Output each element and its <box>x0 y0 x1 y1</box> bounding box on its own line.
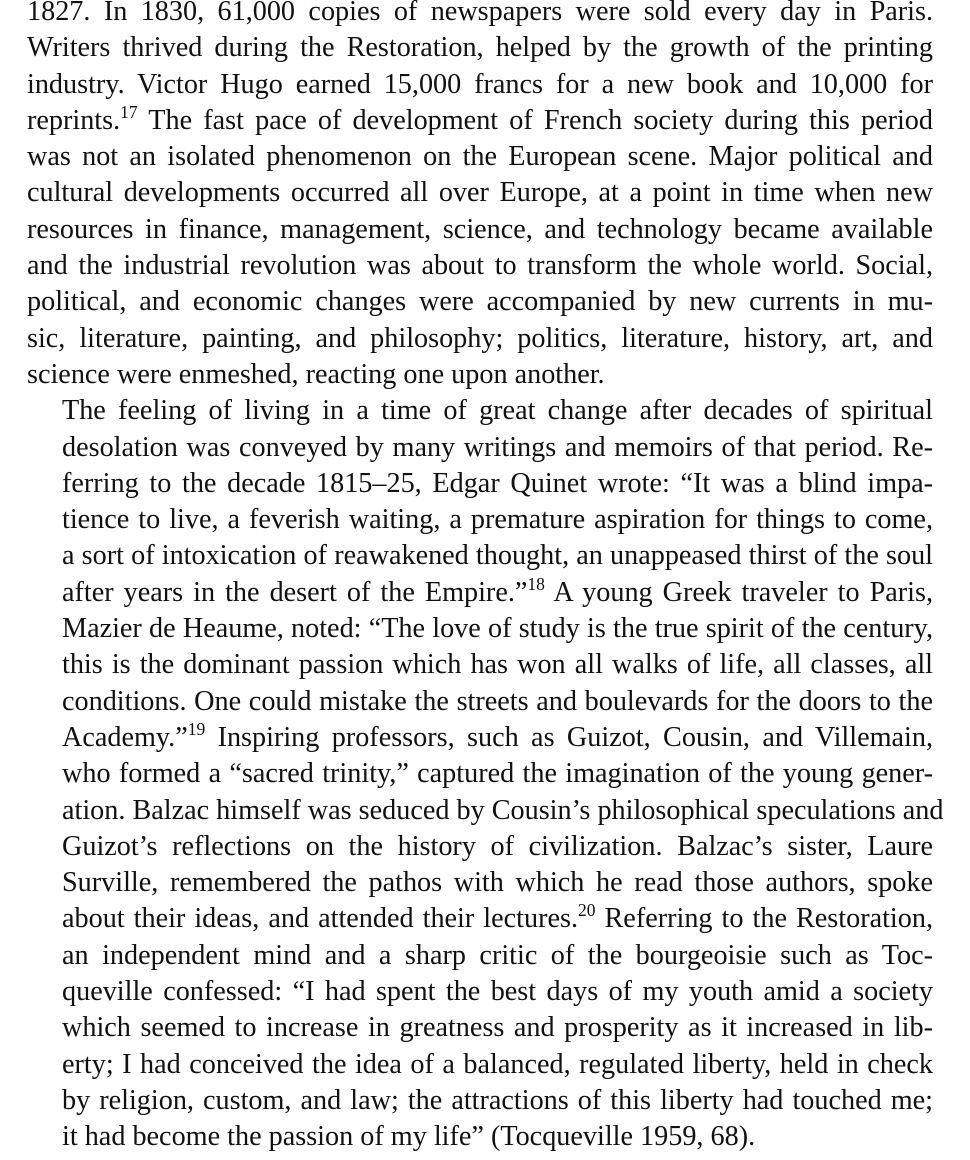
text-line <box>27 103 933 139</box>
text-segment: resources in finance, management, science, and technology became available <box>27 213 933 245</box>
text-segment: which seemed to increase in greatness and prosperity as it increased in lib- <box>62 1012 933 1044</box>
text-segment: who formed a “sacred trinity,” captured the imagination of the young gener- <box>62 758 933 790</box>
text-line <box>27 139 933 175</box>
text-segment: science were enmeshed, reacting one upon another. <box>27 358 605 390</box>
text-segment: Referring to the Restoration, <box>595 903 933 935</box>
text-line <box>27 1010 933 1046</box>
text-segment: Surville, remembered the pathos with which he read those authors, spoke <box>62 867 933 899</box>
text-segment: an independent mind and a sharp critic of the bourgeoisie such as Toc- <box>62 939 933 971</box>
text-segment: by religion, custom, and law; the attractions of this liberty had touched me; <box>62 1084 933 1116</box>
text-line <box>27 756 933 792</box>
text-segment: after years in the desert of the Empire.” <box>62 576 528 608</box>
text-line <box>27 538 933 574</box>
text-line <box>27 321 933 357</box>
text-line <box>27 393 933 429</box>
text-line <box>27 720 933 756</box>
text-line <box>27 575 933 611</box>
text-segment: it had become the passion of my life” (Tocqueville 1959, 68). <box>62 1121 756 1153</box>
text-line <box>27 1047 933 1083</box>
text-line <box>27 502 933 538</box>
text-segment: industry. Victor Hugo earned 15,000 francs for a new book and 10,000 for <box>27 68 933 100</box>
text-segment: queville confessed: “I had spent the best days of my youth amid a society <box>62 976 933 1008</box>
text-segment: and the industrial revolution was about to transform the whole world. Social, <box>27 250 933 282</box>
text-line <box>27 284 933 320</box>
text-line <box>27 212 933 248</box>
footnote-marker: 17 <box>120 102 138 123</box>
footnote-marker: 19 <box>187 719 206 740</box>
text-line <box>27 466 933 502</box>
text-line <box>27 901 933 937</box>
text-segment: The feeling of living in a time of great change after decades of spiritual <box>62 395 933 427</box>
text-segment: Guizot’s reflections on the history of civilization. Balzac’s sister, Laure <box>62 830 933 862</box>
text-segment: Academy.” <box>62 721 188 753</box>
text-line <box>27 1119 933 1155</box>
text-segment: 1827. In 1830, 61,000 copies of newspapers were sold every day in Paris. <box>27 0 933 27</box>
text-segment: erty; I had conceived the idea of a balanced, regulated liberty, held in check <box>62 1048 933 1080</box>
body-text <box>27 0 944 1156</box>
text-segment: political, and economic changes were accompanied by new currents in mu- <box>27 286 933 318</box>
text-segment: cultural developments occurred all over Europe, at a point in time when new <box>27 177 933 209</box>
text-segment: was not an isolated phenomenon on the European scene. Major political and <box>27 141 933 173</box>
text-segment: Writers thrived during the Restoration, helped by the growth of the printing <box>27 32 933 64</box>
text-line <box>27 938 933 974</box>
text-line <box>27 647 933 683</box>
text-line <box>27 829 933 865</box>
text-line <box>27 611 933 647</box>
text-segment: Mazier de Heaume, noted: “The love of study is the true spirit of the century, <box>62 613 933 645</box>
text-line <box>27 0 933 30</box>
text-segment: desolation was conveyed by many writings and memoirs of that period. Re- <box>62 431 933 463</box>
text-segment: about their ideas, and attended their lectures. <box>62 903 578 935</box>
text-line <box>27 30 933 66</box>
text-segment: a sort of intoxication of reawakened thought, an unappeased thirst of the soul <box>62 540 933 572</box>
text-line <box>27 248 933 284</box>
paragraph <box>27 0 933 393</box>
text-line <box>27 67 933 103</box>
text-line <box>27 175 933 211</box>
text-segment: A young Greek traveler to Paris, <box>544 576 933 608</box>
text-segment: The fast pace of development of French society during this period <box>137 104 933 136</box>
text-segment: Inspiring professors, such as Guizot, Cousin, and Villemain, <box>205 721 933 753</box>
document-page <box>27 0 944 1156</box>
footnote-marker: 18 <box>527 573 545 594</box>
text-segment: conditions. One could mistake the streets and boulevards for the doors to the <box>62 685 933 717</box>
text-line <box>27 974 933 1010</box>
text-segment: tience to live, a feverish waiting, a premature aspiration for things to come, <box>62 504 933 536</box>
text-line <box>27 865 933 901</box>
text-line <box>27 684 933 720</box>
paragraph <box>27 393 944 1155</box>
text-segment: ation. Balzac himself was seduced by Cousin’s philosophical speculations and <box>62 794 944 826</box>
text-segment: ferring to the decade 1815–25, Edgar Quinet wrote: “It was a blind impa- <box>62 467 933 499</box>
text-line <box>27 793 944 829</box>
text-segment: this is the dominant passion which has won all walks of life, all classes, all <box>62 649 933 681</box>
footnote-marker: 20 <box>578 900 596 921</box>
text-line <box>27 430 933 466</box>
text-segment: sic, literature, painting, and philosophy; politics, literature, history, art, and <box>27 322 933 354</box>
text-line <box>27 1083 933 1119</box>
text-segment: reprints. <box>27 104 121 136</box>
text-line <box>27 357 933 393</box>
